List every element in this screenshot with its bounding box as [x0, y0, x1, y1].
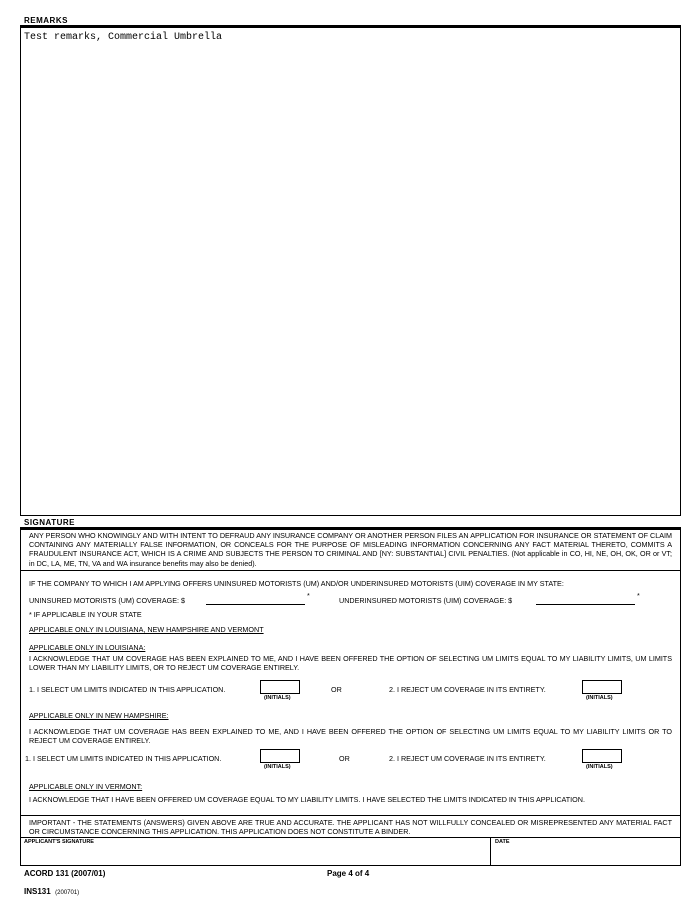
louisiana-reject-initials-box[interactable]	[582, 680, 622, 694]
la-nh-vt-heading: APPLICABLE ONLY IN LOUISIANA, NEW HAMPSHIRE AND VERMONT	[29, 625, 264, 634]
louisiana-option-select: 1. I SELECT UM LIMITS INDICATED IN THIS APPLICATION.	[29, 685, 226, 694]
new-hampshire-heading: APPLICABLE ONLY IN NEW HAMPSHIRE:	[29, 711, 169, 720]
ins-code: INS131	[24, 887, 51, 896]
um-asterisk: *	[307, 591, 310, 600]
or-label: OR	[339, 754, 350, 763]
fraud-warning: ANY PERSON WHO KNOWINGLY AND WITH INTENT TO DEFRAUD ANY INSURANCE COMPANY OR ANOTHER PERSON FILES AN APPLICATION FOR INSURANCE OR STATEMENT OF CLAIM CONTAINING ANY MATERIALLY FALSE INFORMATION, OR CONCEALS FOR THE PURPOSE OF MISLEADING INFORMATION CONCERNING ANY FACT MATERIAL THERETO, COMMITS A FRAUDULENT INSURANCE ACT, WHICH IS A CRIME AND SUBJECTS THE PERSON TO CRIMINAL AND [NY: SUBSTANTIAL] CIVIL PENALTIES. (Not applicable in CO, HI, NE, OH, OK, OR or VT; in DC, LA, ME, TN, VA and WA insurance benefits may also be denied).	[29, 531, 672, 568]
um-intro: IF THE COMPANY TO WHICH I AM APPLYING OFFERS UNINSURED MOTORISTS (UM) AND/OR UNDERINSURED MOTORISTS (UIM) COVERAGE IN MY STATE:	[29, 579, 564, 588]
important-statement: IMPORTANT - THE STATEMENTS (ANSWERS) GIVEN ABOVE ARE TRUE AND ACCURATE. THE APPLICANT HAS NOT WILLFULLY CONCEALED OR MISREPRESENTED ANY MATERIAL FACT OR CIRCUMSTANCE CONCERNING THIS APPLICATION. THIS APPLICATION DOES NOT CONSTITUTE A BINDER.	[29, 818, 672, 837]
vermont-heading: APPLICABLE ONLY IN VERMONT:	[29, 782, 143, 791]
um-coverage-input[interactable]	[206, 604, 305, 605]
initials-label: (INITIALS)	[586, 764, 613, 770]
if-applicable-note: * IF APPLICABLE IN YOUR STATE	[29, 610, 142, 619]
ins-code-line	[24, 881, 79, 899]
form-id: ACORD 131 (2007/01)	[24, 869, 106, 878]
divider	[20, 570, 681, 571]
louisiana-select-initials-box[interactable]	[260, 680, 300, 694]
new-hampshire-select-initials-box[interactable]	[260, 749, 300, 763]
date-field[interactable]	[491, 838, 680, 866]
uim-coverage-input[interactable]	[536, 604, 635, 605]
or-label: OR	[331, 685, 342, 694]
um-coverage-label: UNINSURED MOTORISTS (UM) COVERAGE: $	[29, 596, 186, 605]
louisiana-text: I ACKNOWLEDGE THAT UM COVERAGE HAS BEEN EXPLAINED TO ME, AND I HAVE BEEN OFFERED THE OPTION OF SELECTING UM LIMITS EQUAL TO MY LIABILITY LIMITS, UM LIMITS LOWER THAN MY LIABILITY LIMITS, OR TO REJECT UM COVERAGE ENTIRELY.	[29, 654, 672, 673]
new-hampshire-reject-initials-box[interactable]	[582, 749, 622, 763]
page-number: Page 4 of 4	[327, 869, 370, 878]
louisiana-option-reject: 2. I REJECT UM COVERAGE IN ITS ENTIRETY.	[389, 685, 546, 694]
applicant-signature-field[interactable]	[20, 838, 490, 866]
initials-label: (INITIALS)	[586, 695, 613, 701]
initials-label: (INITIALS)	[264, 764, 291, 770]
date-label: DATE	[495, 839, 510, 845]
louisiana-heading: APPLICABLE ONLY IN LOUISIANA:	[29, 643, 146, 652]
initials-label: (INITIALS)	[264, 695, 291, 701]
uim-coverage-label: UNDERINSURED MOTORISTS (UIM) COVERAGE: $	[339, 596, 513, 605]
ins-version: (200701)	[55, 890, 80, 896]
vermont-text: I ACKNOWLEDGE THAT I HAVE BEEN OFFERED UM COVERAGE EQUAL TO MY LIABILITY LIMITS. I HAVE SELECTED THE LIMITS INDICATED IN THIS APPLICATION.	[29, 795, 585, 804]
remarks-title: REMARKS	[24, 16, 68, 25]
applicant-signature-label: APPLICANT'S SIGNATURE	[24, 839, 94, 845]
new-hampshire-option-select: 1. I SELECT UM LIMITS INDICATED IN THIS APPLICATION.	[25, 754, 222, 763]
signature-title: SIGNATURE	[24, 518, 76, 527]
divider	[20, 815, 681, 816]
remarks-text: Test remarks, Commercial Umbrella	[24, 32, 223, 43]
new-hampshire-option-reject: 2. I REJECT UM COVERAGE IN ITS ENTIRETY.	[389, 754, 546, 763]
remarks-textarea[interactable]	[20, 27, 681, 516]
new-hampshire-text: I ACKNOWLEDGE THAT UM COVERAGE HAS BEEN EXPLAINED TO ME, AND I HAVE BEEN OFFERED THE OPTION OF SELECTING UM LIMITS EQUAL TO MY LIABILITY LIMITS OR TO REJECT UM COVERAGE ENTIRELY.	[29, 727, 672, 746]
uim-asterisk: *	[637, 591, 640, 600]
